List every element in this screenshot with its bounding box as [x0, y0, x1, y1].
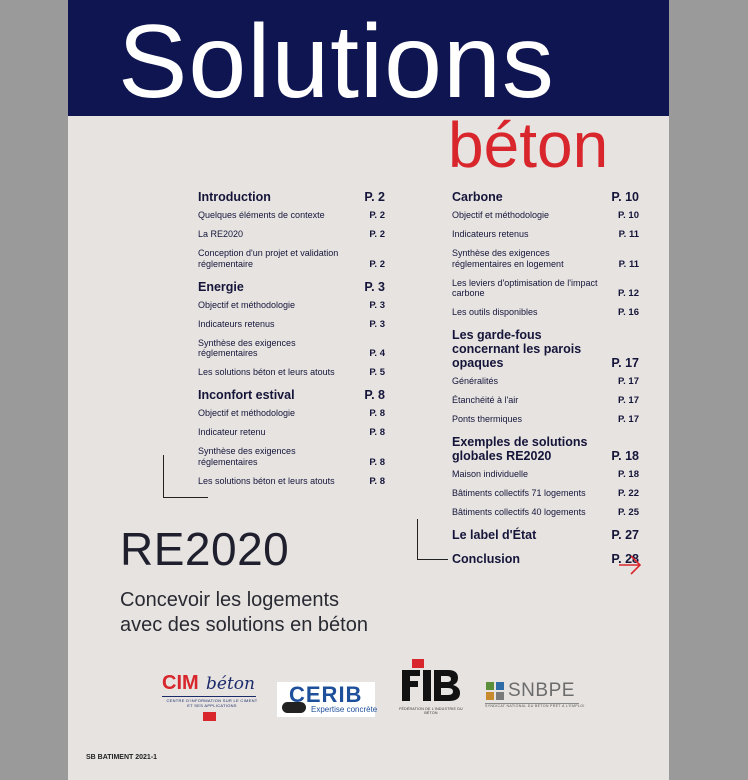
fib-logo — [398, 658, 464, 718]
toc-entry-page: P. 22 — [618, 488, 639, 500]
toc-entry-label: Inconfort estival — [198, 388, 295, 403]
toc-entry-page: P. 10 — [618, 210, 639, 221]
toc-entry-label: Bâtiments collectifs 71 logements — [452, 488, 586, 499]
toc-section-entry[interactable] — [198, 388, 385, 402]
snbpe-logo-tagline: SYNDICAT NATIONAL DU BÉTON PRÊT À L'EMPLOI — [485, 704, 585, 708]
toc-entry-page: P. 28 — [611, 552, 639, 567]
toc-entry-page: P. 8 — [369, 475, 385, 487]
cover-subtitle-line-1: Concevoir les logements — [120, 589, 339, 611]
toc-entry-label: Exemples de solutions globales RE2020 — [452, 435, 588, 464]
toc-entry-label: Généralités — [452, 376, 499, 387]
toc-entry-label: Objectif et méthodologie — [452, 210, 550, 221]
toc-entry-page: P. 18 — [611, 449, 639, 464]
toc-entry-page: P. 11 — [618, 229, 639, 240]
toc-entry-page: P. 8 — [369, 456, 385, 468]
toc-item-entry[interactable] — [198, 367, 385, 378]
toc-item-entry[interactable] — [452, 278, 639, 300]
toc-item-entry[interactable] — [198, 427, 385, 438]
toc-entry-page: P. 17 — [611, 356, 639, 371]
toc-entry-page: P. 8 — [369, 427, 385, 439]
toc-entry-page: P. 17 — [618, 414, 639, 426]
toc-entry-label: Les leviers d'optimisation de l'impact carbone — [452, 277, 598, 299]
cimbeton-logo — [162, 672, 260, 722]
toc-entry-label: Les garde-fous concernant les parois opaques — [452, 328, 582, 371]
toc-entry-page: P. 2 — [369, 229, 385, 240]
toc-item-entry[interactable] — [198, 300, 385, 311]
fib-logo-mark — [398, 658, 464, 706]
toc-item-entry[interactable] — [198, 476, 385, 487]
toc-entry-page: P. 2 — [369, 210, 385, 221]
toc-entry-page: P. 17 — [618, 376, 639, 388]
toc-entry-page: P. 16 — [618, 307, 639, 319]
toc-entry-page: P. 4 — [369, 348, 385, 360]
toc-entry-page: P. 3 — [364, 279, 385, 294]
toc-section-entry[interactable] — [452, 552, 639, 566]
cimbeton-logo-rule — [162, 696, 256, 697]
cimbeton-logo-square — [203, 712, 216, 721]
toc-section-entry[interactable] — [452, 528, 639, 542]
toc-entry-label: La RE2020 — [198, 229, 244, 240]
toc-item-entry[interactable] — [198, 248, 385, 270]
toc-item-entry[interactable] — [198, 408, 385, 419]
snbpe-logo-mark — [486, 682, 504, 700]
toc-entry-page: P. 17 — [618, 395, 639, 407]
toc-entry-label: Bâtiments collectifs 40 logements — [452, 507, 586, 518]
toc-entry-label: Maison individuelle — [452, 469, 529, 480]
cimbeton-logo-script: béton — [206, 674, 255, 694]
toc-item-entry[interactable] — [198, 229, 385, 240]
toc-entry-label: Conception d'un projet et validation réglementaire — [198, 248, 339, 269]
toc-entry-page: P. 12 — [618, 288, 639, 300]
cerib-logo — [277, 682, 378, 717]
toc-entry-label: Indicateurs retenus — [452, 229, 529, 240]
snbpe-logo — [485, 678, 585, 718]
toc-entry-page: P. 2 — [364, 190, 385, 204]
toc-entry-label: Synthèse des exigences réglementaires — [198, 446, 296, 467]
toc-entry-label: Indicateur retenu — [198, 427, 266, 438]
corner-mark-right — [417, 519, 448, 560]
toc-entry-label: Les solutions béton et leurs atouts — [198, 367, 335, 378]
toc-section-entry[interactable] — [452, 435, 639, 463]
arrow-right-icon[interactable] — [618, 553, 642, 577]
fib-logo-tagline: FÉDÉRATION DE L'INDUSTRIE DU BÉTON — [399, 707, 463, 716]
toc-item-entry[interactable] — [452, 507, 639, 518]
cover-subtitle — [120, 588, 368, 638]
toc-item-entry[interactable] — [452, 376, 639, 387]
toc-entry-label: Energie — [198, 279, 244, 294]
toc-entry-label: Le label d'État — [452, 528, 537, 543]
toc-item-entry[interactable] — [452, 469, 639, 480]
toc-entry-page: P. 8 — [364, 388, 385, 403]
cover-heading: RE2020 — [120, 523, 290, 575]
toc-right-column — [452, 190, 639, 572]
toc-item-entry[interactable] — [452, 229, 639, 240]
toc-entry-page: P. 8 — [369, 408, 385, 420]
toc-entry-label: Les solutions béton et leurs atouts — [198, 475, 335, 486]
toc-entry-label: Ponts thermiques — [452, 414, 523, 425]
toc-section-entry[interactable] — [198, 280, 385, 294]
toc-entry-page: P. 2 — [369, 258, 385, 270]
cerib-logo-tagline: Expertise concrète — [311, 705, 378, 714]
corner-mark-left — [163, 455, 208, 498]
toc-section-entry[interactable] — [198, 190, 385, 204]
toc-entry-page: P. 3 — [369, 299, 385, 311]
toc-entry-label: Carbone — [452, 190, 503, 204]
toc-entry-label: Étanchéité à l'air — [452, 395, 519, 406]
toc-entry-label: Objectif et méthodologie — [198, 408, 296, 419]
cover-subtitle-line-2: avec des solutions en béton — [120, 614, 368, 636]
toc-entry-label: Objectif et méthodologie — [198, 299, 296, 310]
cimbeton-logo-tagline: CENTRE D'INFORMATION SUR LE CIMENT ET SES APPLICATIONS — [166, 698, 258, 708]
toc-item-entry[interactable] — [198, 338, 385, 360]
cimbeton-logo-main: CIM — [162, 672, 199, 694]
toc-entry-label: Conclusion — [452, 552, 521, 567]
cover-page — [68, 0, 669, 780]
toc-entry-page: P. 18 — [618, 469, 639, 481]
toc-entry-page: P. 27 — [611, 528, 639, 543]
toc-item-entry[interactable] — [452, 488, 639, 499]
cerib-logo-main: CERIB — [289, 682, 363, 707]
toc-entry-page: P. 5 — [369, 367, 385, 379]
masthead-title: Solutions — [118, 4, 555, 120]
toc-left-column — [198, 190, 385, 495]
toc-entry-label: Synthèse des exigences réglementaires en logement — [452, 248, 564, 269]
toc-entry-label: Indicateurs retenus — [198, 318, 275, 329]
toc-item-entry[interactable] — [198, 319, 385, 330]
publication-code: SB BATIMENT 2021-1 — [86, 754, 158, 761]
toc-item-entry[interactable] — [452, 210, 639, 221]
toc-entry-page: P. 11 — [618, 258, 639, 270]
toc-item-entry[interactable] — [198, 210, 385, 221]
toc-section-entry[interactable] — [452, 328, 639, 370]
toc-entry-label: Quelques éléments de contexte — [198, 210, 325, 221]
toc-item-entry[interactable] — [198, 446, 385, 468]
toc-item-entry[interactable] — [452, 414, 639, 425]
toc-entry-page: P. 3 — [369, 318, 385, 330]
toc-entry-page: P. 25 — [618, 507, 639, 519]
toc-item-entry[interactable] — [452, 307, 639, 318]
toc-item-entry[interactable] — [452, 395, 639, 406]
toc-entry-label: Les outils disponibles — [452, 307, 538, 318]
toc-section-entry[interactable] — [452, 190, 639, 204]
masthead-subtitle: béton — [448, 109, 609, 181]
toc-entry-label: Introduction — [198, 190, 271, 204]
toc-entry-page: P. 10 — [611, 190, 639, 204]
toc-item-entry[interactable] — [452, 248, 639, 270]
snbpe-logo-main: SNBPE — [508, 680, 575, 701]
toc-entry-label: Synthèse des exigences réglementaires — [198, 337, 296, 359]
